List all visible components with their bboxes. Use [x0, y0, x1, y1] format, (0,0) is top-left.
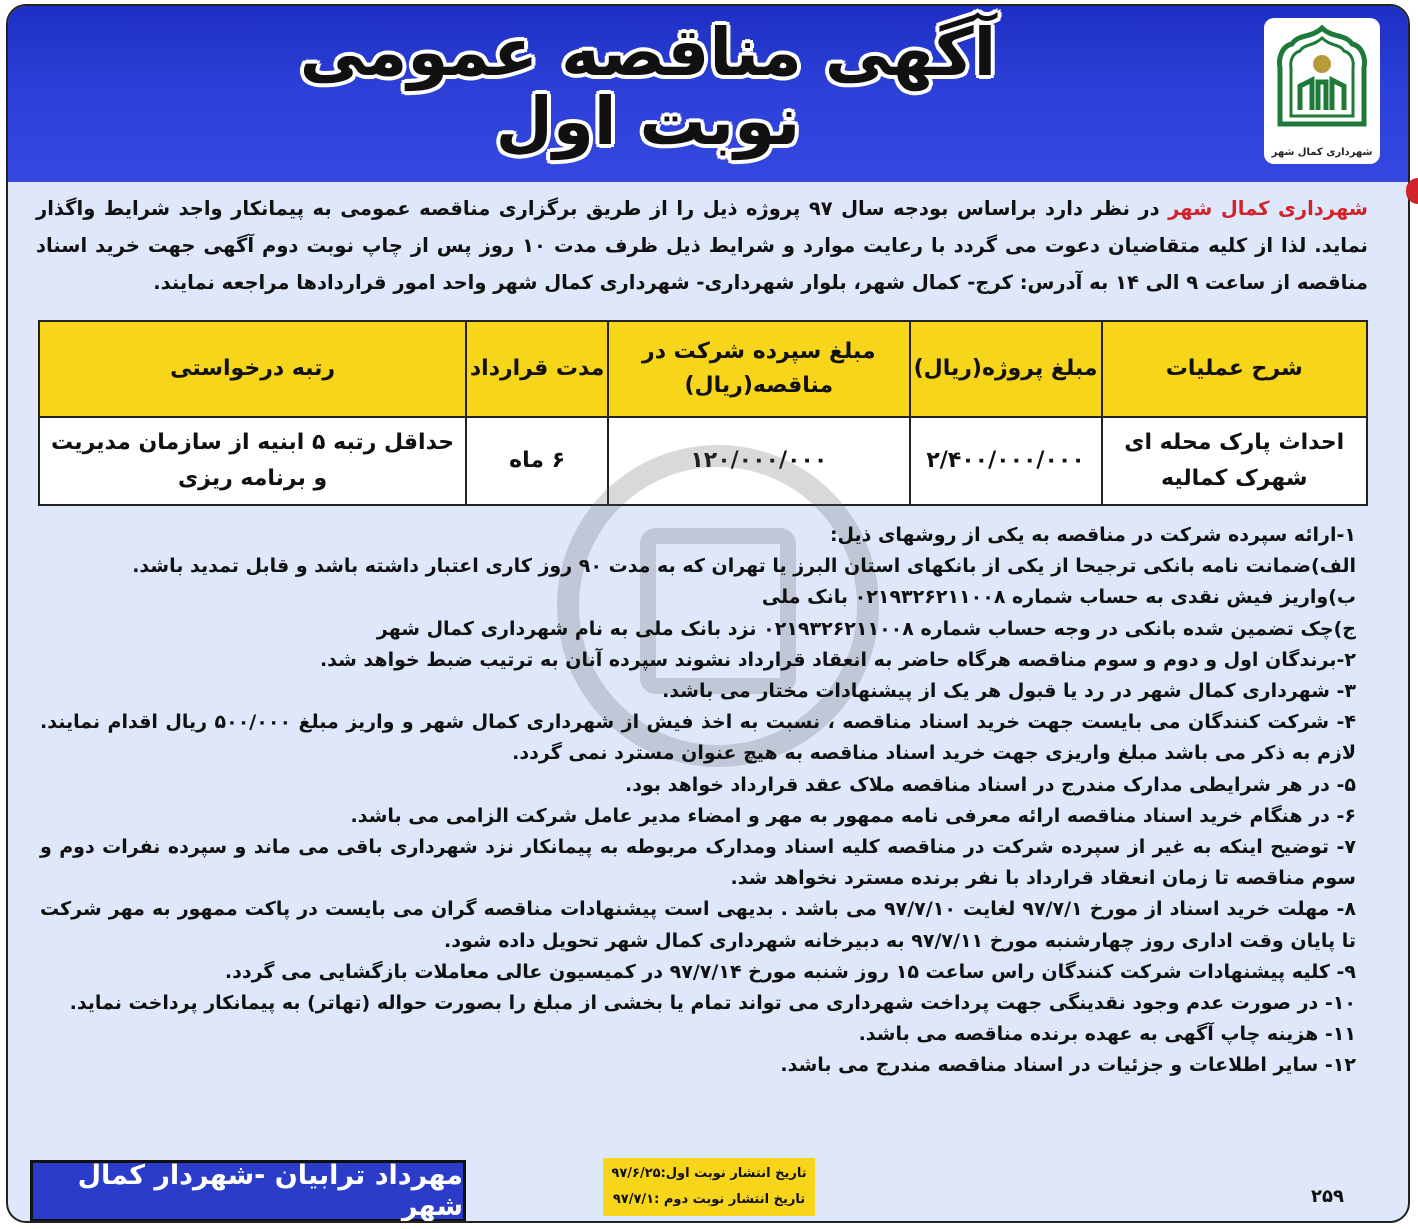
tender-notice	[6, 4, 1410, 1223]
term-item: الف)ضمانت نامه بانکی ترجیحا از یکی از بانکهای استان البرز یا تهران که به مدت ۹۰ روز کاری اعتبار داشته باشد و قابل تمدید باشد.	[132, 555, 1356, 578]
term-item: ۹- کلیه پیشنهادات شرکت کنندگان راس ساعت ۱۵ روز شنبه مورخ ۹۷/۷/۱۴ در کمیسیون عالی معاملات بازگشایی می گردد.	[224, 960, 1356, 983]
terms-list	[40, 520, 1356, 1082]
term-item: ج)چک تضمین شده بانکی در وجه حساب شماره ۰۲۱۹۳۲۶۲۱۱۰۰۸ نزد بانک ملی به نام شهرداری کمال شهر	[376, 617, 1356, 640]
title-line-2: نوبت اول	[495, 83, 801, 161]
page-number: ۲۵۹	[1311, 1186, 1344, 1207]
intro-text: در نظر دارد براساس بودجه سال ۹۷ پروژه ذیل را از طریق برگزاری مناقصه عمومی به پیمانکار واجد شرایط واگذار نماید. لذا از کلیه متقاضیان دعوت می گردد با رعایت موارد و شرایط ذیل ظرف مدت ۱۰ روز پس از چاپ نوبت دوم آگهی جهت خرید اسناد مناقصه از ساعت ۹ الی ۱۴ به آدرس: کرج- کمال شهر، بلوار شهرداری- شهرداری کمال شهر واحد امور قراردادها مراجعه نمایند.	[36, 197, 1368, 294]
operations-table	[38, 320, 1368, 506]
notice-title	[258, 12, 1038, 182]
cell-description: احداث پارک محله ای شهرک کمالیه	[1102, 417, 1367, 505]
publication-dates	[603, 1158, 815, 1216]
cell-deposit: ۱۲۰/۰۰۰/۰۰۰	[608, 417, 910, 505]
cell-project-amount: ۲/۴۰۰/۰۰۰/۰۰۰	[910, 417, 1102, 505]
term-item: ۱-ارائه سپرده شرکت در مناقصه به یکی از روشهای ذیل:	[829, 524, 1356, 546]
title-line-1: آگهی مناقصه عمومی	[299, 14, 997, 91]
header-banner	[8, 6, 1408, 182]
signer-box: مهرداد ترابیان -شهردار کمال شهر	[30, 1160, 466, 1222]
term-item: ۷- توضیح اینکه به غیر از سپرده شرکت در مناقصه کلیه اسناد ومدارک مربوطه به پیمانکار نزد شهرداری باقی می ماند و سپرده نفرات دوم و سوم مناقصه تا زمان انعقاد قرارداد با نفر برنده مسترد نخواهد شد.	[40, 836, 1356, 890]
header-duration: مدت قرارداد	[466, 321, 608, 417]
cell-grade: حداقل رتبه ۵ ابنیه از سازمان مدیریت و برنامه ریزی	[39, 417, 466, 505]
header-project-amount: مبلغ پروژه(ریال)	[910, 321, 1102, 417]
pub-date-second: تاریخ انتشار نوبت دوم :۹۷/۷/۱	[612, 1192, 806, 1207]
header-deposit: مبلغ سپرده شرکت در مناقصه(ریال)	[608, 321, 910, 417]
cell-duration: ۶ ماه	[466, 417, 608, 505]
term-item: ۸- مهلت خرید اسناد از مورخ ۹۷/۷/۱ لغایت ۹۷/۷/۱۰ می باشد . بدیهی است پیشنهادات مناقصه گران می بایست در پاکت ممهور به مهر شرکت تا پایان وقت اداری روز چهارشنبه مورخ ۹۷/۷/۱۱ به دبیرخانه شهرداری کمال شهر تحویل داده شود.	[40, 898, 1356, 952]
pub-date-first: تاریخ انتشار نوبت اول:۹۷/۶/۲۵	[611, 1166, 807, 1181]
term-item: ب)واریز فیش نقدی به حساب شماره ۰۲۱۹۳۲۶۲۱۱۰۰۸ بانک ملی	[761, 586, 1356, 609]
term-item: ۶- در هنگام خرید اسناد مناقصه ارائه معرفی نامه ممهور به مهر و امضاء مدیر عامل شرکت الزامی می باشد.	[350, 804, 1356, 827]
intro-paragraph	[36, 190, 1368, 301]
term-item: ۴- شرکت کنندگان می بایست جهت خرید اسناد مناقصه ، نسبت به اخذ فیش از شهرداری کمال شهر و واریز مبلغ ۵۰۰/۰۰۰ ریال اقدام نمایند. لازم به ذکر می باشد مبلغ واریزی جهت خرید اسناد مناقصه به هیچ عنوان مسترد نمی گردد.	[40, 711, 1356, 765]
logo-caption: شهرداری کمال شهر	[1271, 147, 1373, 158]
term-item: ۱۲- سایر اطلاعات و جزئیات در اسناد مناقصه مندرج می باشد.	[780, 1054, 1356, 1077]
term-item: ۱۱- هزینه چاپ آگهی به عهده برنده مناقصه می باشد.	[858, 1023, 1356, 1046]
header-grade: رتبه درخواستی	[39, 321, 466, 417]
header-description: شرح عملیات	[1102, 321, 1367, 417]
municipality-logo	[1264, 18, 1380, 164]
table-row	[39, 417, 1367, 505]
logo-emblem-icon	[1272, 24, 1372, 136]
term-item: ۵- در هر شرایطی مدارک مندرج در اسناد مناقصه ملاک عقد قرارداد خواهد بود.	[625, 773, 1356, 796]
org-name: شهرداری کمال شهر	[1168, 197, 1368, 220]
term-item: ۱۰- در صورت عدم وجود نقدینگی جهت پرداخت شهرداری می تواند تمام یا بخشی از مبلغ را بصورت حواله (تهاتر) به پیمانکار پرداخت نماید.	[69, 992, 1356, 1015]
term-item: ۲-برندگان اول و دوم و سوم مناقصه هرگاه حاضر به انعقاد قرارداد نشوند سپرده آنان به ترتیب ضبط خواهد شد.	[319, 648, 1356, 671]
table-header-row	[39, 321, 1367, 417]
term-item: ۳- شهرداری کمال شهر در رد یا قبول هر یک از پیشنهادات مختار می باشد.	[662, 680, 1356, 703]
